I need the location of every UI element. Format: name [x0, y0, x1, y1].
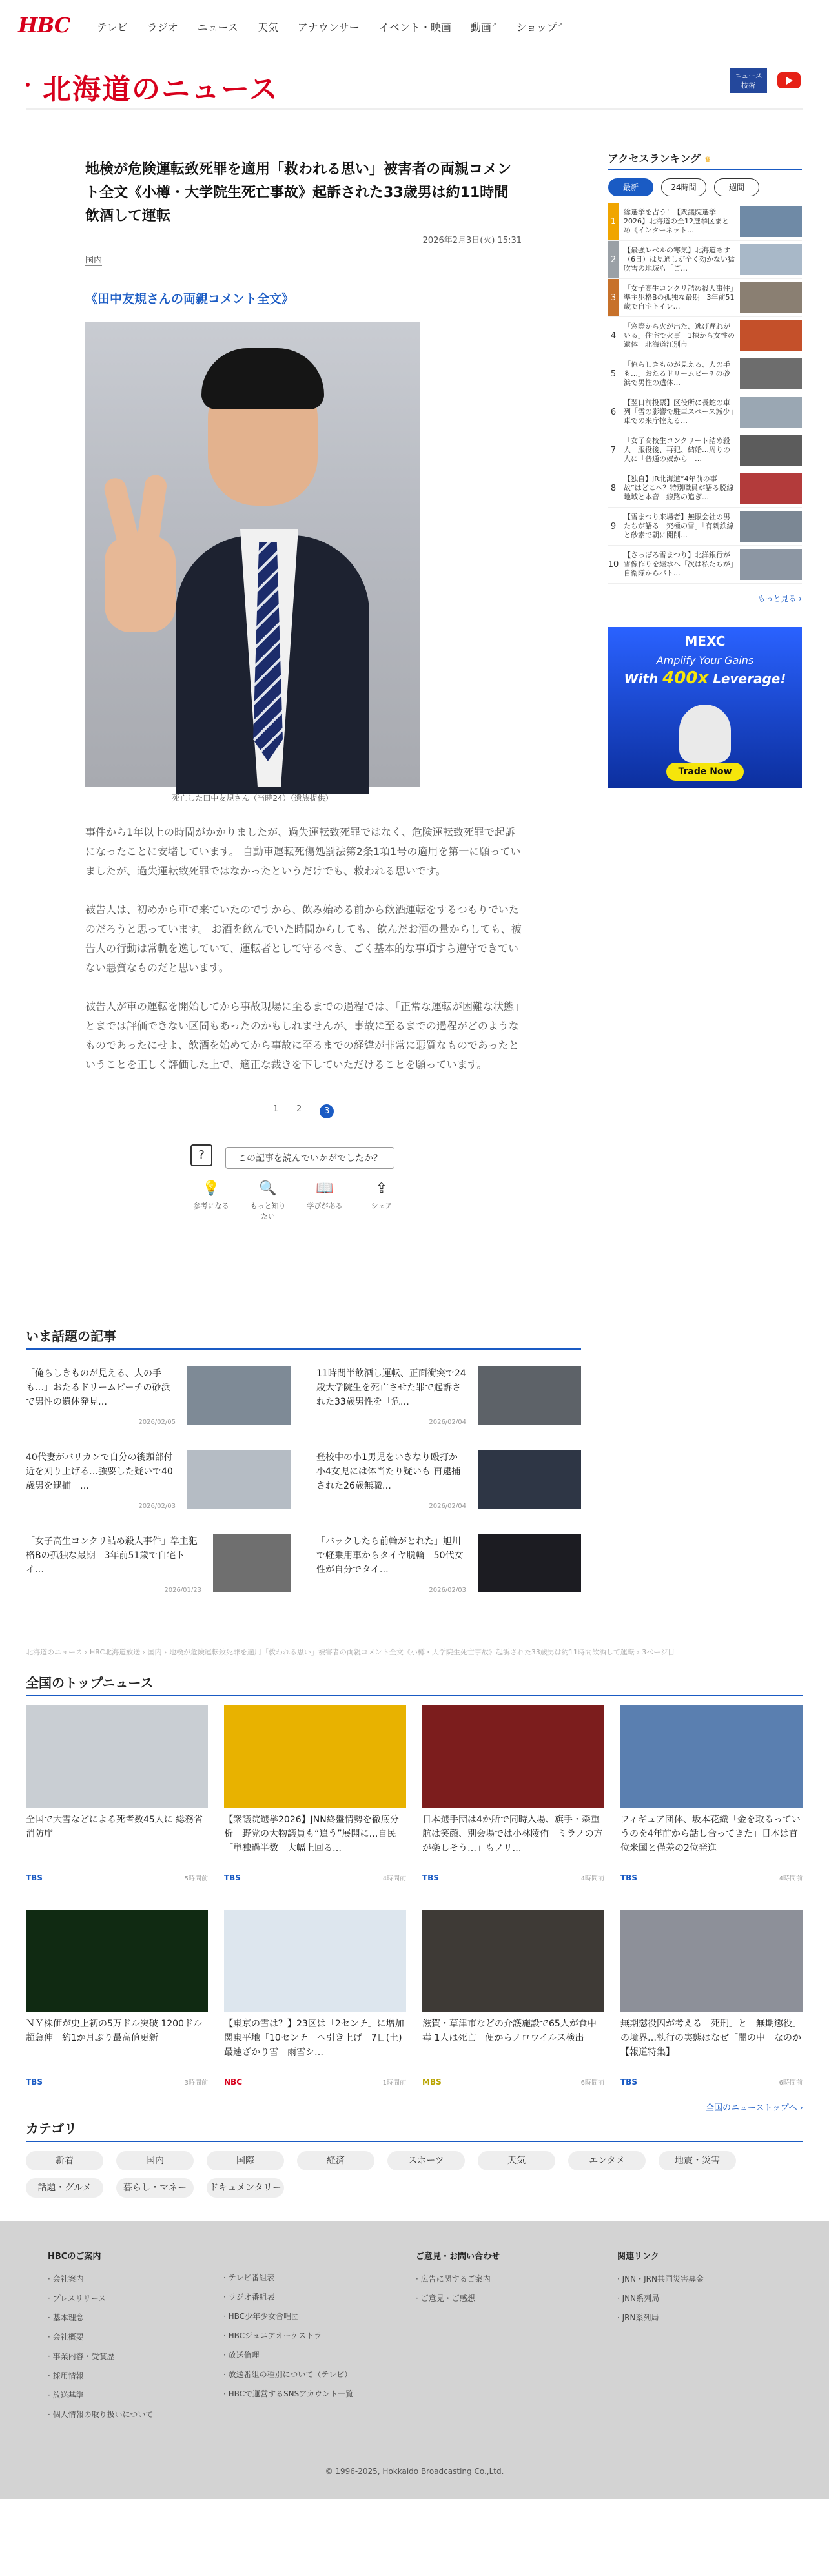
topic-item[interactable]: 登校中の小1男児をいきなり殴打か 小4女児には体当たり疑いも 再逮捕された26歳無職… 2026/02/04	[316, 1450, 581, 1521]
article-paragraph: 被告人は、初めから車で来ていたのですから、飲み始める前から飲酒運転をするつもりでいたのだろうと思っています。 お酒を飲んでいた時間からしても、飲んだお酒の量からしても、被告人の行動は常軌を逸していて、運転者として守るべき、ごく基本的な事項すら遵守できていない悪質なものだと思います。	[85, 903, 522, 974]
ranking-item[interactable]: 9 【雪まつり来場者】無限会社の男たちが語る「究極の雪」「有刺鉄線と砂素で朝に開削…	[608, 508, 802, 546]
share-icon: ⇪	[375, 1180, 388, 1197]
footer-col-contact: ご意見・お問い合わせ · 広告に関するご案内 · ご意見・ご感想	[416, 2247, 500, 2308]
category-button[interactable]: 天気	[478, 2151, 555, 2170]
book-icon: 📖	[316, 1180, 334, 1197]
ranking-thumbnail	[740, 358, 802, 389]
ranking-thumbnail	[740, 435, 802, 466]
footer-link[interactable]: · 会社案内	[48, 2269, 153, 2289]
category-button[interactable]: 地震・災害	[659, 2151, 736, 2170]
page-link[interactable]: 2	[296, 1104, 302, 1114]
ranking-title-text: アクセスランキング	[608, 152, 701, 165]
sidebar	[608, 150, 802, 788]
youtube-icon[interactable]	[777, 72, 801, 88]
source-label: TBS	[26, 2077, 43, 2087]
share-button[interactable]: ⇪ シェア	[361, 1180, 402, 1221]
category-button[interactable]: 話題・グルメ	[26, 2178, 103, 2198]
article-category[interactable]: 国内	[85, 253, 102, 266]
footer-link[interactable]: · HBCジュニアオーケストラ	[223, 2326, 353, 2345]
ranking-title	[608, 150, 802, 170]
national-news-title: 全国のトップニュース	[26, 1673, 803, 1696]
topic-item[interactable]: 11時間半飲酒し運転、正面衝突で24歳大学院生を死亡させた罪で起訴された33歳男性を「危… 2026/02/04	[316, 1366, 581, 1437]
topics-grid	[26, 1366, 803, 1605]
page-current[interactable]: 3	[320, 1104, 334, 1118]
ranking-thumbnail	[740, 473, 802, 504]
pagination	[85, 1104, 522, 1118]
ranking-more-link[interactable]: もっと見る ›	[757, 594, 802, 603]
tab-latest[interactable]: 最新	[608, 178, 653, 196]
article-paragraph: 被告人が車の運転を開始してから事故現場に至るまでの過程では、「正常な運転が困難な状態」とまでは評価できない区間もあったのかもしれませんが、事故に至るまでの過程がどのようなものであったにせよ、飲酒を始めてから事故に至るまでの経緯が非常に悪質なものであったということを正しく評価した上で、適正な裁きを下していただけることを願っています。	[85, 1000, 520, 1071]
ranking-item[interactable]: 7 「女子高校生コンクリート詰め殺人」服役後、再犯、結婚…周りの人に「普通の奴から」…	[608, 431, 802, 469]
national-news-item[interactable]: 無期懲役囚が考える「死刑」と「無期懲役」の境界…執行の実態はなぜ「闇の中」なのか【報道特集】 TBS 6時間前	[620, 1910, 803, 2097]
feedback-more-button[interactable]: 🔍 もっと知りたい	[247, 1180, 289, 1221]
topic-thumbnail	[478, 1534, 581, 1592]
article-subhead-link[interactable]: 《田中友規さんの両親コメント全文》	[85, 292, 294, 306]
footer-link[interactable]: · 会社概要	[48, 2327, 153, 2347]
category-button[interactable]: 暮らし・マネー	[116, 2178, 194, 2198]
nav-tv[interactable]: テレビ	[97, 21, 128, 34]
source-label: TBS	[224, 1873, 241, 1882]
footer-link[interactable]: · 放送基準	[48, 2385, 153, 2405]
topics-section	[26, 1326, 803, 1605]
ad-trade-now-button[interactable]: Trade Now	[666, 763, 744, 781]
news-thumbnail	[422, 1705, 604, 1808]
ranking-thumbnail	[740, 206, 802, 237]
source-label: MBS	[422, 2077, 442, 2087]
topic-thumbnail	[187, 1450, 291, 1509]
news-thumbnail	[620, 1910, 803, 2012]
topic-item[interactable]: 「バックしたら前輪がとれた」旭川で軽乗用車からタイヤ脱輪 50代女性が自分でタイ… 2026/02/03	[316, 1534, 581, 1605]
national-news-item[interactable]: ＮＹ株価が史上初の5万ドル突破 1200ドル超急伸 約1か月ぶり最高値更新 TBS 3時間前	[26, 1910, 208, 2097]
section-header	[26, 65, 803, 110]
footer-link[interactable]: · HBC少年少女合唱団	[223, 2307, 353, 2326]
source-label: NBC	[224, 2077, 242, 2087]
nav-events[interactable]: イベント・映画	[378, 21, 451, 34]
footer-col-programs	[223, 2268, 353, 2404]
national-news-item[interactable]: フィギュア団体、坂本花織「金を取るっていうのを4年前から話し合ってきた」日本は首位米国と僅差の2位発進 TBS 4時間前	[620, 1705, 803, 1893]
tab-24h[interactable]: 24時間	[661, 178, 706, 196]
site-header	[0, 0, 829, 54]
article-date: 2026年2月3日(火) 15:31	[422, 236, 522, 245]
article-title: 地検が危険運転致死罪を適用「救われる思い」被害者の両親コメント全文《小樽・大学院生死亡事故》起訴された33歳男は約11時間飲酒して運転	[85, 161, 512, 224]
ranking-item[interactable]: 3 「女子高生コンクリ詰め殺人事件」準主犯格Bの孤独な最期 3年前51歳で自宅トイレ…	[608, 279, 802, 317]
ranking-tabs	[608, 178, 802, 196]
feedback-options	[190, 1180, 402, 1221]
national-news-grid	[26, 1705, 803, 2097]
ranking-item[interactable]: 4 「窓際から火が出た、逃げ遅れがいる」住宅で火事 1棟から女性の遺体 北海道江別市	[608, 317, 802, 355]
section-title: 北海道のニュース	[43, 73, 279, 106]
news-thumbnail	[422, 1910, 604, 2012]
footer-link[interactable]: · ご意見・ご感想	[416, 2289, 500, 2308]
topics-title: いま話題の記事	[26, 1326, 581, 1350]
footer-link[interactable]: · JNN系列局	[617, 2289, 704, 2308]
photo-hand	[105, 535, 176, 632]
footer-link[interactable]: · 放送倫理	[223, 2345, 353, 2365]
footer-link[interactable]: · プレスリリース	[48, 2289, 153, 2308]
advertisement-banner[interactable]	[608, 627, 802, 788]
ad-brand: MEXC	[684, 634, 726, 649]
news-thumbnail	[26, 1705, 208, 1808]
category-button[interactable]: エンタメ	[568, 2151, 646, 2170]
footer-link[interactable]: · 基本理念	[48, 2308, 153, 2327]
ranking-item[interactable]: 1 総選挙を占う！【衆議院選挙2026】北海道の全12選挙区まとめ《インターネット…	[608, 203, 802, 241]
nav-video[interactable]: 動画↗	[470, 21, 497, 34]
national-news-item[interactable]: 滋賀・草津市などの介護施設で65人が食中毒 1人は死亡 便からノロウイルス検出 MBS 6時間前	[422, 1910, 604, 2097]
feedback-useful-button[interactable]: 💡 参考になる	[190, 1180, 232, 1221]
nav-announcer[interactable]: アナウンサー	[297, 21, 360, 34]
national-news-item[interactable]: 全国で大雪などによる死者数45人に 総務省消防庁 TBS 5時間前	[26, 1705, 208, 1893]
category-button[interactable]: スポーツ	[387, 2151, 465, 2170]
national-news-more-link[interactable]: 全国のニューストップへ ›	[705, 2103, 803, 2113]
footer-link[interactable]: · 採用情報	[48, 2366, 153, 2385]
ranking-item[interactable]: 5 「俺らしきものが見える、人の手も…」おたるドリームビーチの砂浜で男性の遺体…	[608, 355, 802, 393]
ranking-item[interactable]: 8 【独自】JR北海道“4年前の事故”はどこへ？特別職員が語る脱線地域と本音 線路の追ぎ…	[608, 469, 802, 508]
breadcrumb[interactable]: 北海道のニュース › HBC北海道放送 › 国内 › 地検が危険運転致死罪を適用「救われる思い」被害者の両親コメント全文《小樽・大学院生死亡事故》起訴された33歳男は約11時間飲酒して運転 › 3ページ目	[26, 1648, 675, 1656]
ranking-thumbnail	[740, 549, 802, 580]
ranking-thumbnail	[740, 282, 802, 313]
footer-link[interactable]: · 広告に関するご案内	[416, 2269, 500, 2289]
photo-hair	[201, 348, 324, 409]
search-icon: 🔍	[259, 1180, 277, 1197]
ranking-item[interactable]: 2 【最強レベルの寒気】北海道あす（6日）は見通しが全く効かない猛吹雪の地域も「ご…	[608, 241, 802, 279]
nav-radio[interactable]: ラジオ	[147, 21, 178, 34]
news-technology-badge[interactable]: ニュース 技術	[730, 68, 767, 93]
news-thumbnail	[620, 1705, 803, 1808]
topic-item[interactable]: 「俺らしきものが見える、人の手も…」おたるドリームビーチの砂浜で男性の遺体発見… 2026/02/05	[26, 1366, 291, 1437]
category-button[interactable]: ドキュメンタリー	[207, 2178, 284, 2198]
topic-thumbnail	[213, 1534, 291, 1592]
source-label: TBS	[620, 1873, 637, 1882]
topic-item[interactable]: 「女子高生コンクリ詰め殺人事件」準主犯格Bの孤独な最期 3年前51歳で自宅トイ… 2026/01/23	[26, 1534, 291, 1605]
feedback-box	[190, 1144, 416, 1221]
source-label: TBS	[620, 2077, 637, 2087]
ranking-thumbnail	[740, 320, 802, 351]
site-footer	[0, 2221, 829, 2499]
page-link[interactable]: 1	[272, 1104, 278, 1114]
ranking-thumbnail	[740, 511, 802, 542]
footer-link[interactable]: · ラジオ番組表	[223, 2287, 353, 2307]
copyright: © 1996-2025, Hokkaido Broadcasting Co.,Ltd.	[325, 2467, 504, 2476]
topic-thumbnail	[187, 1366, 291, 1425]
article-body	[85, 823, 522, 1075]
footer-col-about: HBCのご案内 · 会社案内 · プレスリリース · 基本理念 · 会社概要 · 事業内容・受賞歴 · 採用情報 · 放送基準 · 個人情報の取り扱いについて	[48, 2247, 153, 2424]
footer-link[interactable]: · JRN系列局	[617, 2308, 704, 2327]
global-nav	[97, 19, 562, 34]
footer-link[interactable]: · 個人情報の取り扱いについて	[48, 2405, 153, 2424]
topic-item[interactable]: 40代妻がバリカンで自分の後頭部付近を刈り上げる…強要した疑いで40歳男を逮捕 … 2026/02/03	[26, 1450, 291, 1521]
ad-headline: With 400x Leverage!	[624, 668, 786, 688]
feedback-learn-button[interactable]: 📖 学びがある	[304, 1180, 345, 1221]
national-news-item[interactable]: 【東京の雪は？】23区は「2センチ」に増加 関東平地「10センチ」へ引き上げ 7日(土)最速ざかり雪 雨雪シ… NBC 1時間前	[224, 1910, 406, 2097]
news-thumbnail	[224, 1705, 406, 1808]
ranking-item[interactable]: 6 【翌日前投票】区役所に長蛇の車列「雪の影響で駐車スペース減少」車での来庁控える…	[608, 393, 802, 431]
ranking-list	[608, 203, 802, 584]
ranking-thumbnail	[740, 244, 802, 275]
categories-title: カテゴリ	[26, 2118, 803, 2142]
national-news-item[interactable]: 日本選手団は4か所で同時入場、旗手・森重航は笑顔、別会場では小林陵侑「ミラノの方が楽しそう…」もノリ… TBS 4時間前	[422, 1705, 604, 1893]
category-button[interactable]: 新着	[26, 2151, 103, 2170]
ranking-item[interactable]: 10 【さっぽろ雪まつり】北洋銀行が雪像作りを継承へ「次は私たちが」自衛隊からバト…	[608, 546, 802, 584]
category-button[interactable]: 国内	[116, 2151, 194, 2170]
ranking-thumbnail	[740, 397, 802, 428]
footer-link[interactable]: · テレビ番組表	[223, 2268, 353, 2287]
survey-icon: ?	[190, 1144, 212, 1166]
tab-weekly[interactable]: 週間	[714, 178, 759, 196]
article	[85, 158, 522, 1221]
category-list	[26, 2151, 803, 2198]
nav-news[interactable]: ニュース	[197, 21, 238, 34]
nav-shop[interactable]: ショップ↗	[516, 21, 563, 34]
hbc-logo[interactable]: HBC	[18, 13, 70, 37]
footer-link[interactable]: · HBCで運営するSNSアカウント一覧	[223, 2384, 353, 2404]
external-link-icon: ↗	[557, 21, 563, 29]
footer-link[interactable]: · JNN・JRN共同災害募金	[617, 2269, 704, 2289]
footer-link[interactable]: · 事業内容・受賞歴	[48, 2347, 153, 2366]
category-button[interactable]: 国際	[207, 2151, 284, 2170]
penguin-mascot-icon	[679, 705, 731, 763]
article-paragraph: 事件から1年以上の時間がかかりましたが、過失運転致死罪ではなく、危険運転致死罪で起訴になったことに安堵しています。 自動車運転死傷処罰法第2条1項1号の適用を第一に願っていましたが、過失運転致死罪ではなかったというだけでも、救われる思いです。	[85, 826, 521, 877]
footer-link[interactable]: · 放送番組の種別について（テレビ）	[223, 2365, 353, 2384]
nav-weather[interactable]: 天気	[257, 21, 278, 34]
lightbulb-icon: 💡	[202, 1180, 220, 1197]
photo-caption: 死亡した田中友規さん（当時24）（遺族提供）	[172, 794, 333, 803]
ad-line: Amplify Your Gains	[656, 654, 754, 666]
section-dot	[26, 83, 30, 87]
footer-col-links: 関連リンク · JNN・JRN共同災害募金 · JNN系列局 · JRN系列局	[617, 2247, 704, 2327]
topic-thumbnail	[478, 1450, 581, 1509]
national-news-item[interactable]: 【衆議院選挙2026】JNN終盤情勢を徹底分析 野党の大物議員も“追う”展開に…自民「単独過半数」大幅上回る… TBS 4時間前	[224, 1705, 406, 1893]
crown-icon: ♛	[704, 155, 711, 164]
national-news-section	[26, 1673, 803, 2113]
category-button[interactable]: 経済	[297, 2151, 374, 2170]
topic-thumbnail	[478, 1366, 581, 1425]
source-label: TBS	[26, 1873, 43, 1882]
feedback-question-button[interactable]: この記事を読んでいかがでしたか？	[225, 1147, 394, 1169]
categories-section	[26, 2118, 803, 2198]
news-thumbnail	[26, 1910, 208, 2012]
news-thumbnail	[224, 1910, 406, 2012]
external-link-icon: ↗	[491, 21, 497, 29]
source-label: TBS	[422, 1873, 439, 1882]
article-photo	[85, 322, 420, 787]
